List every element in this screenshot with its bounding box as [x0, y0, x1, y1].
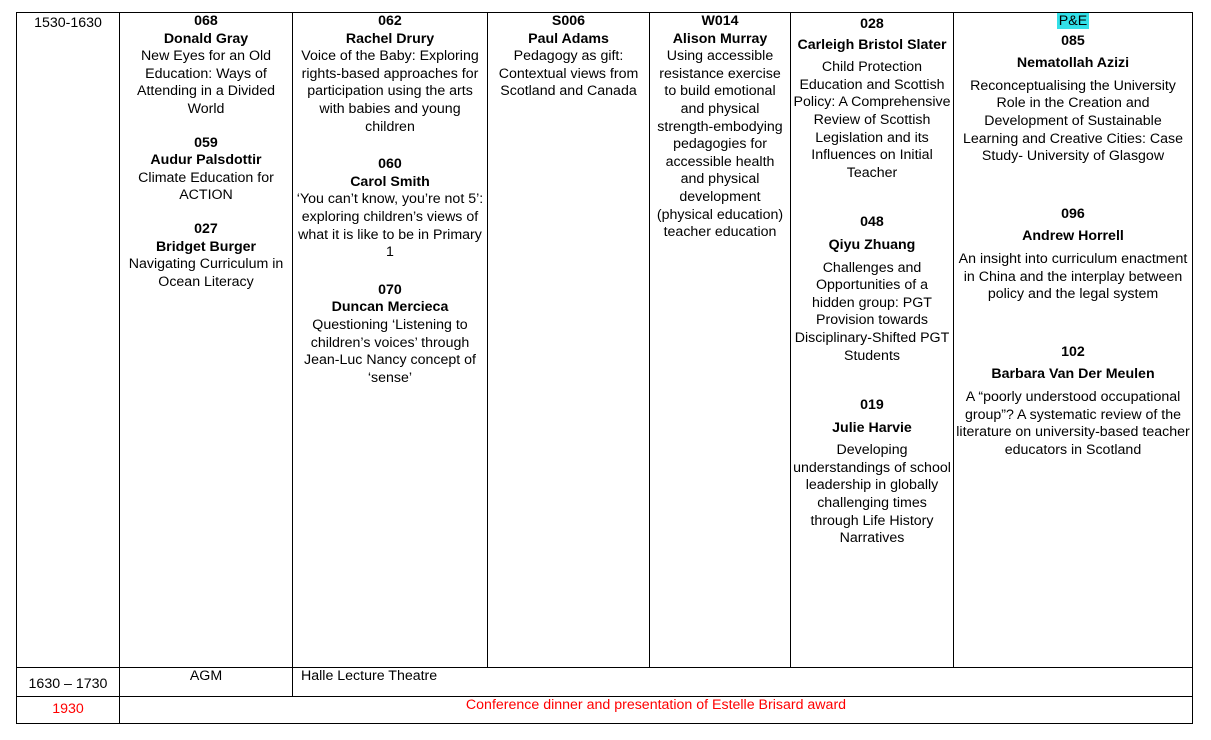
talk-author: Qiyu Zhuang — [828, 236, 916, 253]
session-row-1630 — [17, 668, 1193, 697]
talk-number: 027 — [194, 220, 218, 237]
session-row-1930 — [17, 697, 1193, 724]
talk-number: 019 — [860, 397, 884, 414]
time-cell: 1630 – 1730 — [17, 668, 120, 697]
talk-entry — [490, 13, 647, 101]
talk-title: Pedagogy as gift: Contextual views from Scotland and Canada — [498, 48, 639, 100]
session-column-6 — [954, 13, 1193, 668]
talk-author: Barbara Van Der Meulen — [991, 366, 1155, 383]
talk-number: 068 — [194, 13, 218, 29]
talk-number: 085 — [1061, 32, 1085, 49]
talk-title: Using accessible resistance exercise to build emotional and physical strength-embodying pedagogies for accessible health and physical development (physical education) teacher education — [656, 48, 784, 241]
talk-entry — [295, 282, 485, 388]
session-column-3 — [488, 13, 650, 668]
talk-entry — [295, 156, 485, 262]
talk-number: 060 — [378, 156, 402, 173]
talk-title: Voice of the Baby: Exploring rights-based approaches for participation using the arts with babies and young children — [301, 48, 479, 135]
talk-number: W014 — [701, 13, 739, 29]
talk-author: Paul Adams — [528, 30, 609, 47]
session-column-4 — [650, 13, 791, 668]
talk-title: New Eyes for an Old Education: Ways of Attending in a Divided World — [136, 48, 276, 117]
talk-title: Questioning ‘Listening to children’s voices’ through Jean-Luc Nancy concept of ‘sense’ — [304, 316, 476, 386]
talk-author: Duncan Mercieca — [331, 299, 449, 316]
talk-entry — [122, 221, 290, 291]
talk-author: Alison Murray — [672, 30, 768, 47]
session-label-badge: P&E — [1058, 13, 1088, 29]
session-column-1 — [120, 13, 293, 668]
talk-entry — [956, 344, 1190, 460]
talk-title: Child Protection Education and Scottish Policy: A Comprehensive Review of Scottish Legislation and its Influences on Initial Teacher — [793, 59, 951, 181]
talk-author: Andrew Horrell — [1022, 228, 1124, 245]
talk-title: Navigating Curriculum in Ocean Literacy — [128, 256, 284, 290]
talk-entry — [956, 206, 1190, 304]
talk-number: 048 — [860, 214, 884, 231]
talk-title: A “poorly understood occupational group”? A systematic review of the literature on university-based teacher educators in Scotland — [956, 388, 1190, 458]
talk-entry — [295, 13, 485, 136]
talk-title: An insight into curriculum enactment in China and the interplay between policy and the legal system — [958, 250, 1188, 303]
talk-title: Challenges and Opportunities of a hidden group: PGT Provision towards Disciplinary-Shifted PGT Students — [794, 259, 950, 364]
talk-entry — [956, 33, 1190, 166]
talk-number: S006 — [551, 13, 586, 29]
time-cell: 1530-1630 — [17, 13, 120, 668]
talk-author: Carol Smith — [350, 173, 430, 190]
talk-entry — [793, 16, 951, 182]
talk-author: Donald Gray — [163, 30, 249, 47]
agm-cell: AGM — [120, 668, 293, 697]
schedule-table — [16, 12, 1193, 724]
talk-entry — [122, 135, 290, 205]
talk-entry — [793, 397, 951, 548]
session-column-2 — [293, 13, 488, 668]
talk-number: 102 — [1061, 343, 1085, 360]
talk-author: Julie Harvie — [832, 419, 912, 436]
dinner-cell: Conference dinner and presentation of Estelle Brisard award — [120, 697, 1193, 724]
time-cell: 1930 — [17, 697, 120, 724]
talk-title: Reconceptualising the University Role in the Creation and Development of Sustainable Learning and Creative Cities: Case Study- University of Glasgow — [962, 77, 1184, 165]
talk-author: Rachel Drury — [345, 30, 435, 47]
talk-entry — [793, 214, 951, 365]
talk-number: 062 — [378, 13, 402, 29]
talk-title: Climate Education for ACTION — [138, 169, 274, 204]
talk-entry — [652, 13, 788, 242]
talk-number: 028 — [860, 16, 884, 32]
talk-author: Carleigh Bristol Slater — [797, 36, 947, 53]
talk-number: 070 — [378, 281, 402, 298]
session-label — [956, 13, 1190, 31]
talk-author: Nematollah Azizi — [1016, 55, 1130, 72]
talk-entry — [122, 13, 290, 119]
talk-title: Developing understandings of school leadership in globally challenging times through Life History Narratives — [793, 442, 951, 547]
talk-title: ‘You can’t know, you’re not 5’: exploring children’s views of what it is like to be in Primary 1 — [296, 191, 484, 261]
talk-author: Bridget Burger — [155, 238, 257, 255]
talk-author: Audur Palsdottir — [150, 152, 262, 169]
venue-cell: Halle Lecture Theatre — [293, 668, 1193, 697]
talk-number: 096 — [1061, 205, 1085, 222]
session-column-5 — [791, 13, 954, 668]
session-row-1530 — [17, 13, 1193, 668]
talk-number: 059 — [194, 134, 218, 151]
